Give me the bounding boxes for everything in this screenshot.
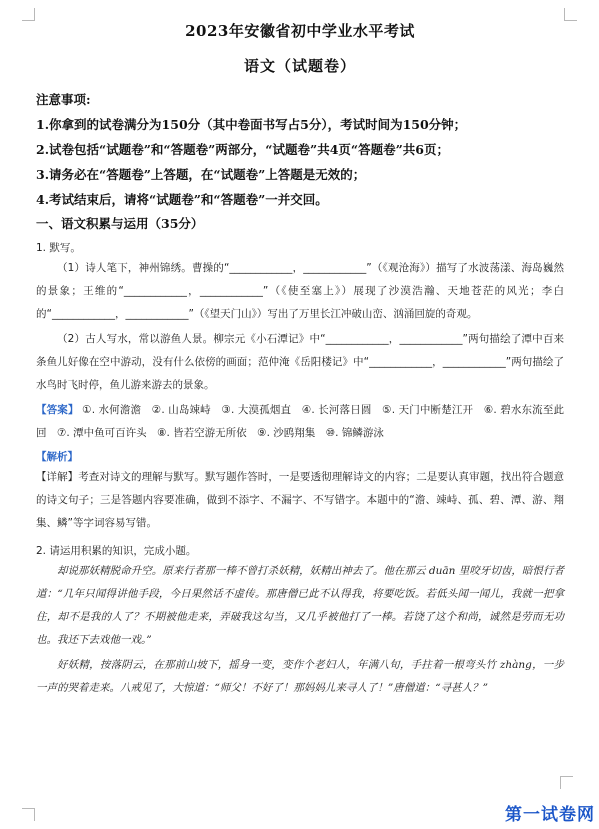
detail-label: 【详解】 xyxy=(36,471,79,483)
story-paragraph-2: 好妖精，按落阴云，在那前山坡下，摇身一变，变作个老妇人，年满八旬，手拄着一根弯头竹 zhàng，一步一声的哭着走来。八戒见了，大惊道：“师父！不好了！那妈妈儿来寻人了！”唐僧道：“寻甚人？” xyxy=(36,659,564,694)
question-1-part-1: （1）诗人笔下，神州锦绣。曹操的“____________，____________”（《观沧海》）描写了水波荡漾、海岛巍然的景象；王维的“____________，____________”（《使至塞上》）展现了沙漠浩瀚、天地苍茫的风光；李白的“____________，____________”（《望天门山》）写出了万里长江冲破山峦、汹涌回旋的奇观。 xyxy=(36,262,564,320)
note-item-2: 2.试卷包括“试题卷”和“答题卷”两部分，“试题卷”共4页“答题卷”共6页； xyxy=(36,142,449,157)
note-item-3: 3.请务必在“答题卷”上答题，在“试题卷”上答题是无效的； xyxy=(36,167,366,182)
detail-text: 考查对诗文的理解与默写。默写题作答时，一是要透彻理解诗文的内容；二是要认真审题，找出符合题意的诗文句子；三是答题内容要准确，做到不添字、不漏字、不写错字。本题中的“澹、竦峙、孤、碧、潭、游、翔集、鳞”等字词容易写错。 xyxy=(36,471,565,529)
crop-mark-bottom-left xyxy=(22,808,35,821)
analysis-label: 【解析】 xyxy=(36,451,78,463)
detail-block xyxy=(36,466,564,535)
crop-mark-bottom-right xyxy=(560,776,573,789)
notes-heading: 注意事项: xyxy=(36,92,91,107)
question-1-part-2: （2）古人写水，常以游鱼人景。柳宗元《小石潭记》中“____________，____________”两句描绘了潭中百来条鱼儿好像在空中游动，没有什么依傍的画面；范仲淹《岳阳楼记》中“____________，____________”两句描绘了水鸟时飞时停，鱼儿游来游去的景象。 xyxy=(36,333,564,391)
answer-label: 【答案】 xyxy=(36,404,79,416)
watermark-logo: 第一试卷网 xyxy=(505,805,595,825)
note-item-1: 1.你拿到的试卷满分为150分（其中卷面书写占5分），考试时间为150分钟； xyxy=(36,117,467,132)
story-paragraph-1: 却说那妖精脱命升空。原来行者那一棒不曾打杀妖精，妖精出神去了。他在那云 duān 里咬牙切齿，暗恨行者道：“几年只闻得讲他手段，今日果然话不虚传。那唐僧已此不认得我，将要吃饭。若低头闻一闻儿，我就一把拿住，却不是我的人了？不期被他走来，弄破我这勾当，又几乎被他打了一棒。若饶了这个和尚，诚然是劳而无功也。我还下去戏他一戏。” xyxy=(36,565,564,646)
document-page xyxy=(36,14,564,700)
section-heading: 一、语文积累与运用（35分） xyxy=(36,216,204,231)
answer-block xyxy=(36,399,564,445)
question-2-stem: 2. 请运用积累的知识，完成小题。 xyxy=(36,545,197,557)
answer-text: ①. 水何澹澹 ②. 山岛竦峙 ③. 大漠孤烟直 ④. 长河落日圆 ⑤. 天门中断楚江开 ⑥. 碧水东流至此回 ⑦. 潭中鱼可百许头 ⑧. 皆若空游无所依 ⑨. 沙鸥翔集 ⑩. 锦鳞游泳 xyxy=(36,404,564,439)
exam-subtitle: 语文（试题卷） xyxy=(243,57,356,75)
crop-mark-top-right xyxy=(564,8,577,21)
question-1-stem: 1. 默写。 xyxy=(36,242,81,254)
note-item-4: 4.考试结束后，请将“试题卷”和“答题卷”一并交回。 xyxy=(36,192,328,207)
exam-title: 2023年安徽省初中学业水平考试 xyxy=(185,22,415,40)
crop-mark-top-left xyxy=(22,8,35,21)
